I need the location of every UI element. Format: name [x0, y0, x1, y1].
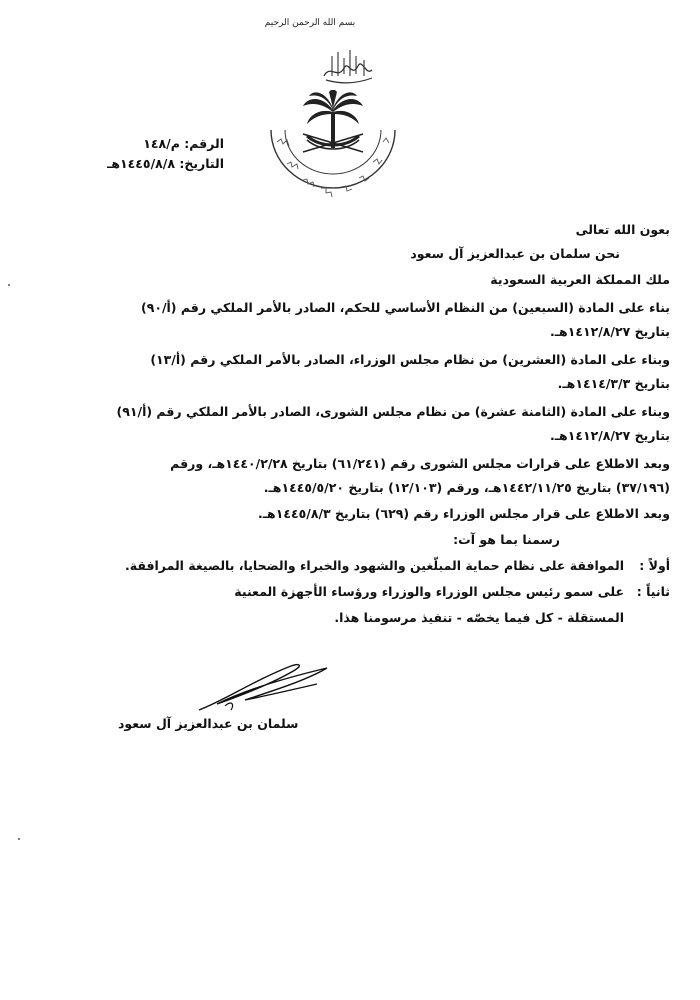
cabinet-review-line: وبعد الاطلاع على قرار مجلس الوزراء رقم (٦٢٩) بتاريخ ١٤٤٥/٨/٣هـ.	[258, 506, 670, 521]
signatory-name: سلمان بن عبدالعزيز آل سعود	[118, 716, 299, 731]
reference-block	[74, 134, 224, 174]
royal-signature	[195, 660, 335, 720]
clause-line: وبناء على المادة (الثامنة عشرة) من نظام مجلس الشورى، الصادر بالأمر الملكي رقم (أ/٩١)	[116, 404, 670, 419]
item-text: على سمو رئيس مجلس الوزراء والوزراء ورؤساء الأجهزة المعنية	[234, 584, 624, 599]
clause-line: وبعد الاطلاع على قرارات مجلس الشورى رقم (٦١/٢٤١) بتاريخ ١٤٤٠/٢/٢٨هـ، ورقم	[170, 456, 670, 471]
clause-line: بتاريخ ١٤١٢/٨/٢٧هـ.	[550, 428, 670, 443]
clause-line: بناء على المادة (السبعين) من النظام الأساسي للحكم، الصادر بالأمر الملكي رقم (أ/٩٠)	[140, 300, 670, 315]
clause-line: بتاريخ ١٤١٤/٣/٣هـ.	[557, 376, 670, 391]
decreed-line: رسمنا بما هو آت:	[453, 532, 560, 547]
clause-line: (٣٧/١٩٦) بتاريخ ١٤٤٢/١١/٢٥هـ، ورقم (١٢/١٠٣) بتاريخ ١٤٤٥/٥/٢٠هـ.	[263, 480, 670, 495]
scan-mark	[8, 284, 10, 286]
item-number: ثانياً :	[636, 584, 670, 599]
issuer-line: نحن سلمان بن عبدالعزيز آل سعود	[410, 246, 620, 261]
opening-line: بعون الله تعالى	[575, 222, 670, 237]
title-line: ملك المملكة العربية السعودية	[490, 272, 670, 287]
clause-line: بتاريخ ١٤١٢/٨/٢٧هـ.	[550, 324, 670, 339]
saudi-emblem-icon	[263, 90, 403, 208]
item-text: الموافقة على نظام حماية المبلّغين والشهود والخبراء والضحايا، بالصيغة المرافقة.	[125, 558, 624, 573]
scan-mark	[18, 838, 20, 840]
decree-date: التاريخ: ١٤٤٥/٨/٨هـ	[107, 156, 224, 171]
clause-line: وبناء على المادة (العشرين) من نظام مجلس الوزراء، الصادر بالأمر الملكي رقم (أ/١٣)	[150, 352, 670, 367]
item-number: أولاً :	[639, 558, 670, 573]
item-text: المستقلة - كل فيما يخصّه - تنفيذ مرسومنا هذا.	[334, 610, 624, 625]
shahada-calligraphy-icon	[318, 46, 378, 86]
decree-number: الرقم: م/١٤٨	[143, 136, 224, 151]
basmala-calligraphy: بسم الله الرحمن الرحيم	[264, 18, 356, 28]
